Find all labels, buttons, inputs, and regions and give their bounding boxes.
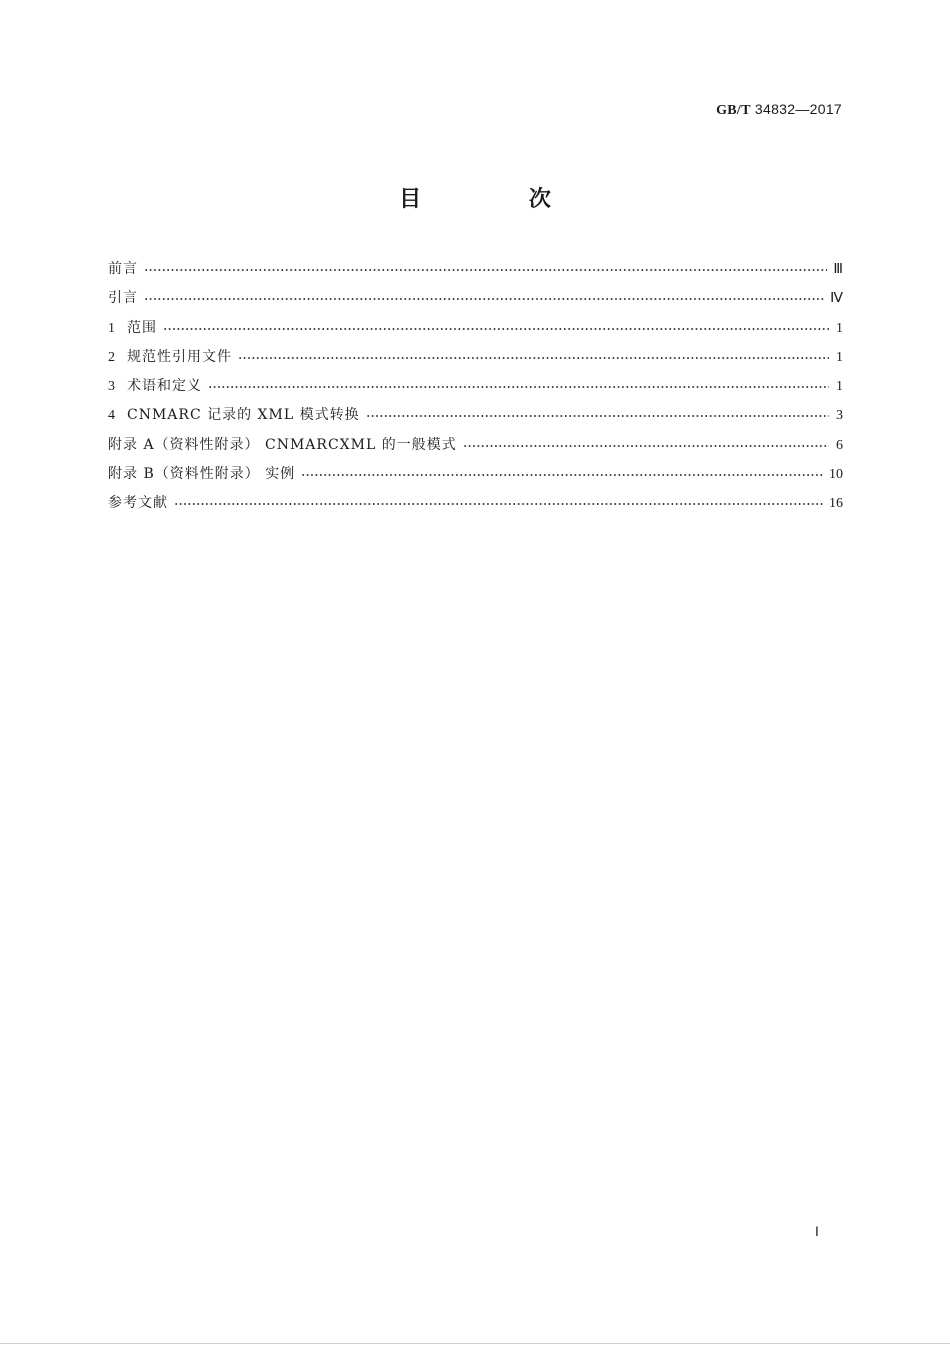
toc-entry-page: 1 xyxy=(836,379,843,395)
table-of-contents xyxy=(108,258,843,522)
toc-entry-page: 1 xyxy=(836,349,843,365)
toc-entry-page: 16 xyxy=(829,496,843,512)
standard-number: 34832—2017 xyxy=(754,101,842,117)
dot-leader xyxy=(301,465,823,479)
toc-entry-number: 1 xyxy=(108,320,115,336)
dot-leader xyxy=(238,348,829,362)
toc-entry-page: 6 xyxy=(836,437,843,453)
toc-entry-label: 附录 A（资料性附录） CNMARCXML 的一般模式 xyxy=(108,436,457,453)
toc-entry-scope[interactable] xyxy=(108,317,843,346)
toc-entry-number: 2 xyxy=(108,349,115,365)
toc-entry-annex-a[interactable] xyxy=(108,434,843,463)
toc-entry-page: 10 xyxy=(829,467,843,483)
dot-leader xyxy=(163,319,829,333)
toc-entry-number: 4 xyxy=(108,408,115,424)
toc-entry-page: Ⅳ xyxy=(830,291,843,307)
dot-leader xyxy=(366,406,829,420)
toc-entry-normative-references[interactable] xyxy=(108,346,843,375)
toc-entry-page: 1 xyxy=(836,320,843,336)
dot-leader xyxy=(144,289,824,303)
toc-entry-label: 附录 B（资料性附录） 实例 xyxy=(108,466,296,483)
dot-leader xyxy=(144,260,827,274)
standard-code xyxy=(716,101,842,119)
dot-leader xyxy=(463,436,829,450)
toc-entry-bibliography[interactable] xyxy=(108,492,843,521)
toc-entry-number: 3 xyxy=(108,379,115,395)
toc-entry-xml-schema-conversion[interactable] xyxy=(108,404,843,433)
toc-entry-label: 前言 xyxy=(108,261,138,277)
page-number: Ⅰ xyxy=(815,1224,819,1239)
toc-entry-label: 参考文献 xyxy=(108,495,168,512)
toc-entry-introduction[interactable] xyxy=(108,287,843,316)
toc-entry-label: 术语和定义 xyxy=(127,378,202,395)
toc-entry-page: Ⅲ xyxy=(833,262,843,277)
page-title: 目 次 xyxy=(399,187,601,212)
dot-leader xyxy=(174,494,823,508)
toc-entry-label: 引言 xyxy=(108,290,138,307)
toc-entry-label: 规范性引用文件 xyxy=(127,348,232,365)
page-bottom-divider xyxy=(0,1343,950,1344)
toc-entry-annex-b[interactable] xyxy=(108,463,843,492)
dot-leader xyxy=(208,377,829,391)
toc-entry-terms-definitions[interactable] xyxy=(108,375,843,404)
toc-entry-foreword[interactable] xyxy=(108,258,843,287)
toc-entry-label: CNMARC 记录的 XML 模式转换 xyxy=(127,407,360,424)
toc-entry-page: 3 xyxy=(836,408,843,424)
toc-entry-label: 范围 xyxy=(127,319,157,336)
standard-prefix: GB/T xyxy=(716,103,751,118)
